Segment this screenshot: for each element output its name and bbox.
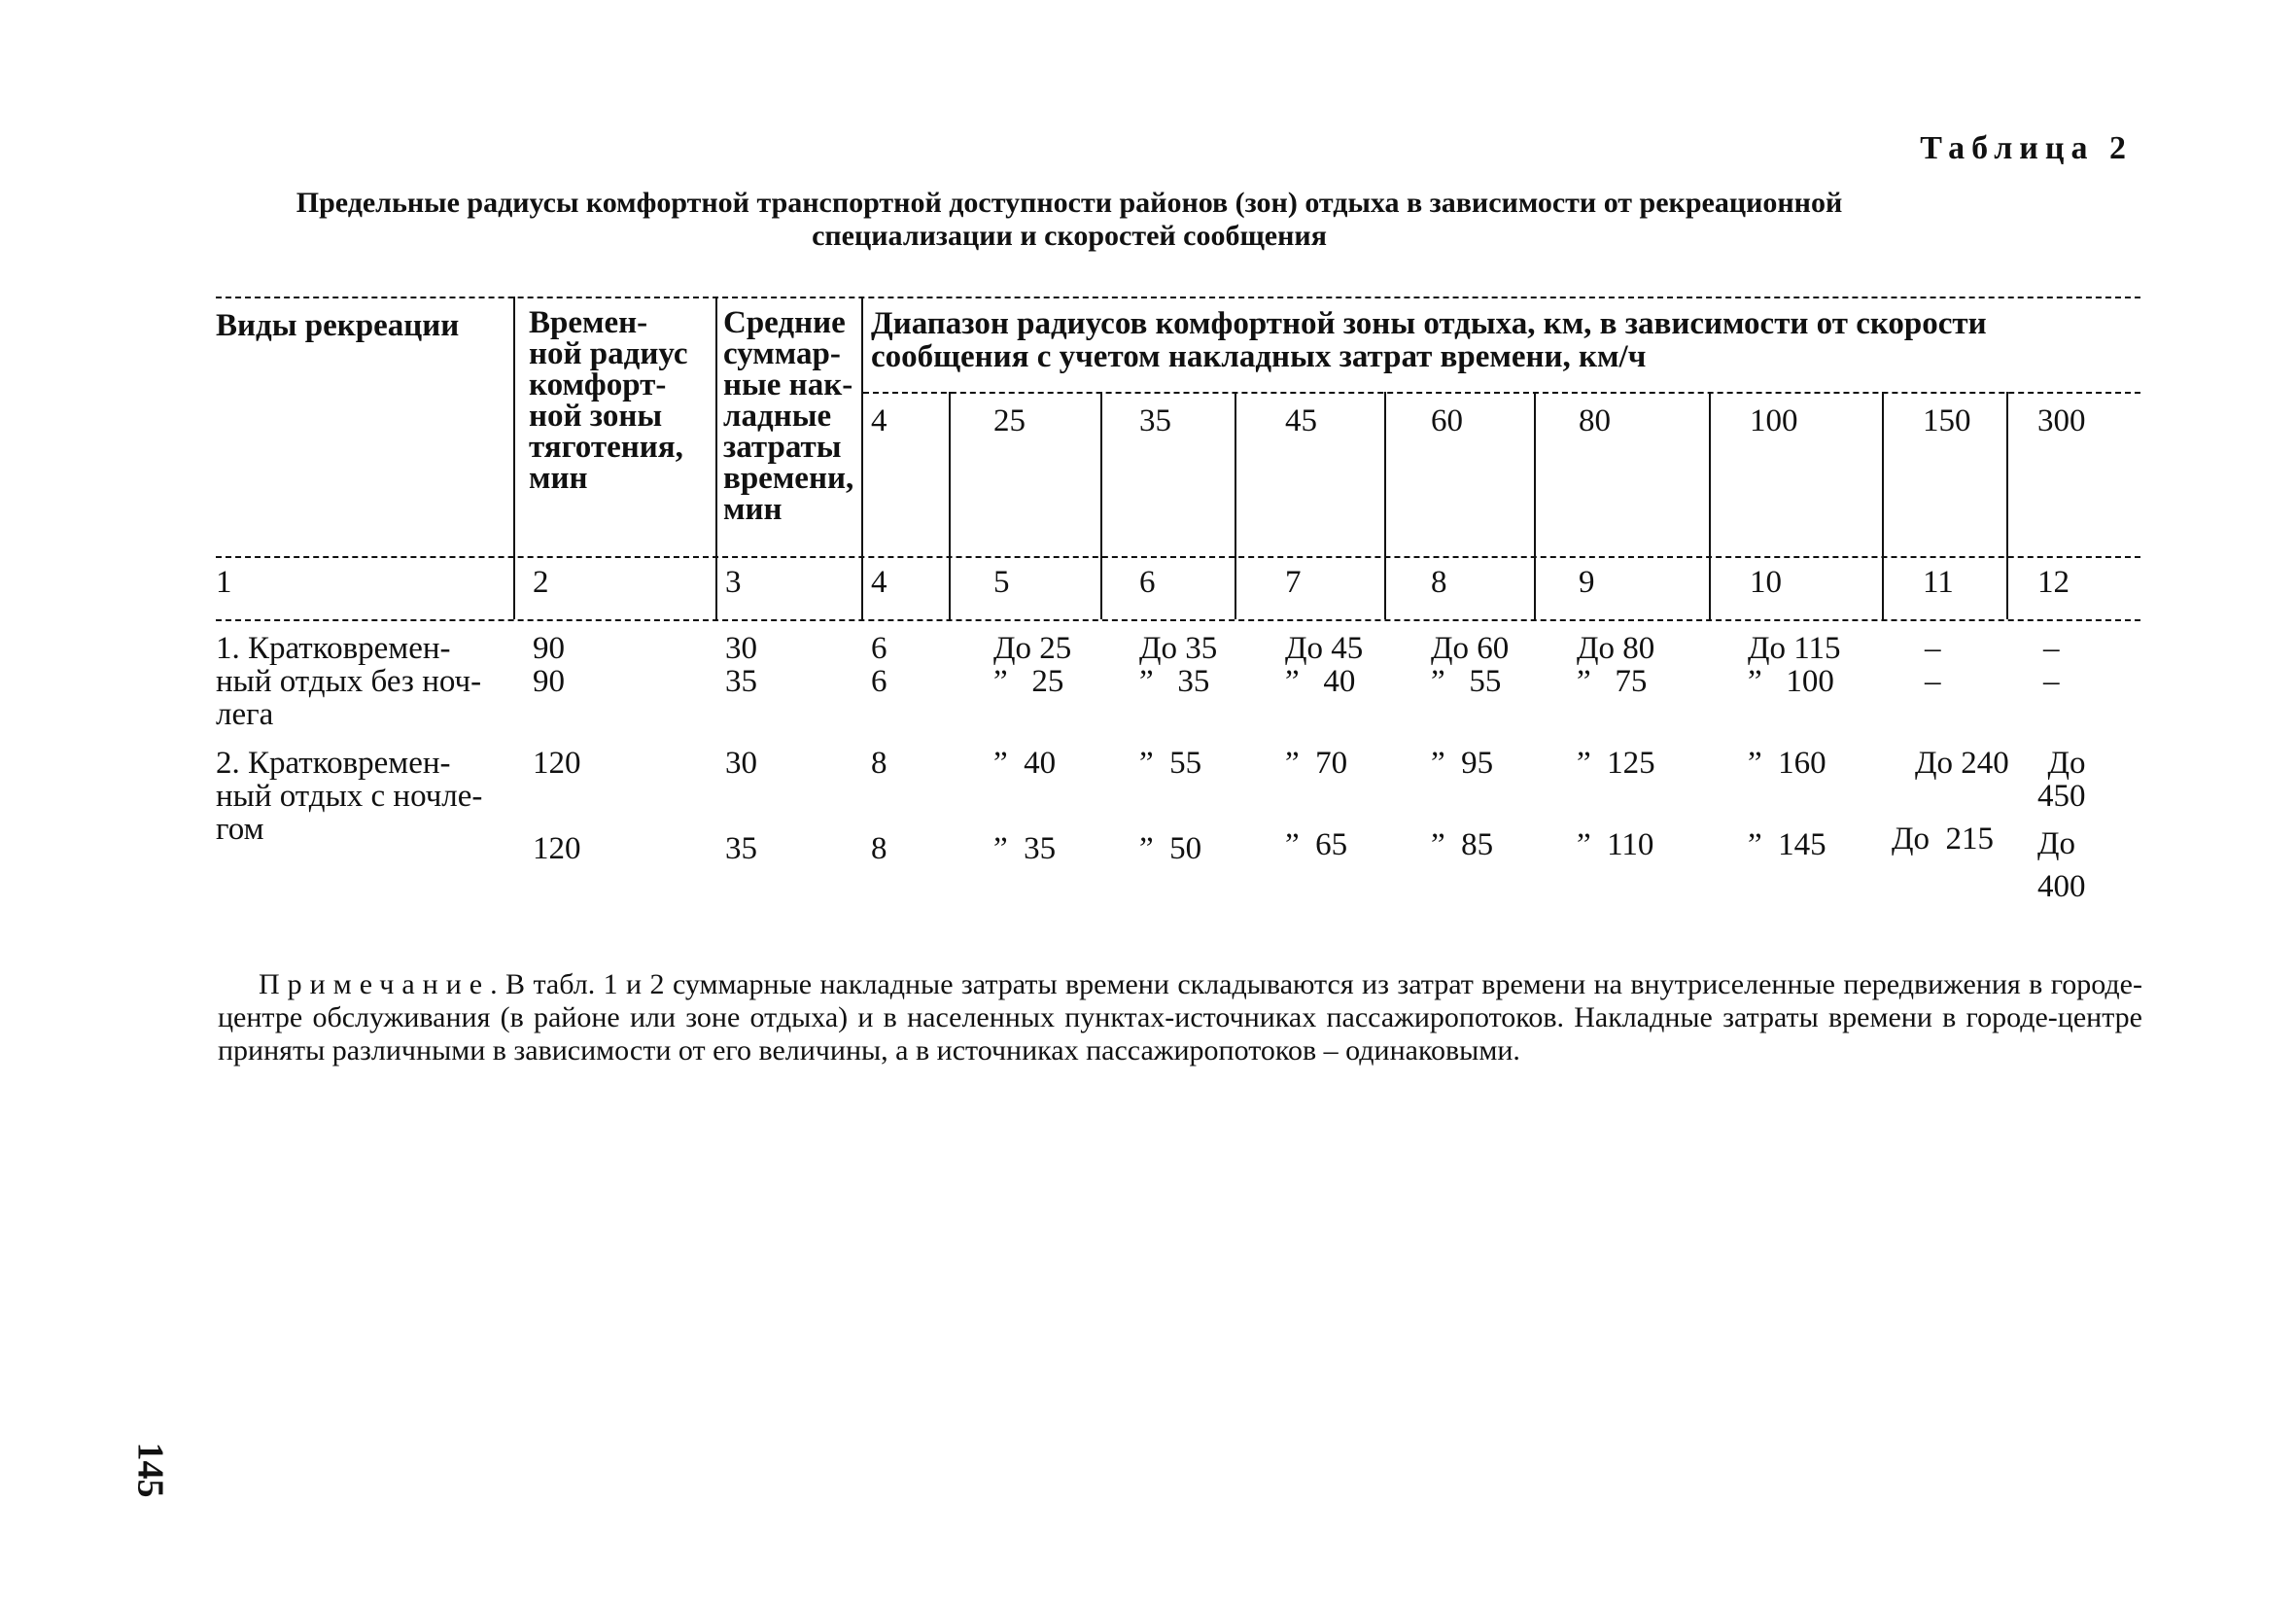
row3-speed-35: ” 50: [1139, 831, 1202, 866]
row3-speed-80: ” 110: [1577, 827, 1654, 862]
table-note: [218, 968, 2142, 1067]
row3-speed-100: ” 145: [1748, 827, 1826, 862]
rule-v-col4: [861, 297, 863, 619]
row3-speed-4: 8: [871, 831, 887, 866]
row1-speed-4: 6 6: [871, 631, 887, 699]
row1-speed-150: – –: [1925, 631, 1941, 699]
row3-speed-45: ” 65: [1285, 827, 1348, 862]
row2-speed-25: ” 40: [993, 746, 1057, 781]
row2-recreation-type: 2. Кратковремен- ный отдых с ночле- гом: [216, 746, 483, 847]
row1-speed-80: До 80 ” 75: [1577, 631, 1655, 699]
note-text: . В табл. 1 и 2 суммарные накладные затраты времени складываются из затрат времени на внутриселенные передвижения в городе-центре обслуживания (в районе или зоне отдыха) и в населенных пунктах-источниках пассажиропотоков. Накладные затраты времени в городе-центре приняты различными в зависимости от его величины, а в источниках пассажиропотоков – одинаковыми.: [218, 968, 2142, 1066]
column-number-11: 11: [1923, 565, 1954, 600]
rule-header-bottom: [216, 556, 2140, 558]
rule-v-col8: [1384, 392, 1386, 619]
header-speed-60: 60: [1431, 403, 1463, 438]
row1-recreation-type: 1. Кратковремен- ный отдых без ноч- лега: [216, 631, 482, 732]
column-number-7: 7: [1285, 565, 1302, 600]
column-number-10: 10: [1750, 565, 1782, 600]
header-speed-300: 300: [2037, 403, 2086, 438]
row1-speed-35: До 35 ” 35: [1139, 631, 1218, 699]
column-number-1: 1: [216, 565, 232, 600]
rule-top: [216, 297, 2140, 298]
row2-speed-45: ” 70: [1285, 746, 1348, 781]
column-number-9: 9: [1579, 565, 1595, 600]
header-radius-range: Диапазон радиусов комфортной зоны отдыха, км, в зависимости от скорости сообщения с учетом накладных затрат времени, км/ч: [871, 306, 1987, 374]
row2-speed-100: ” 160: [1748, 746, 1826, 781]
page-number: 145: [129, 1442, 171, 1498]
rule-v-col9: [1534, 392, 1536, 619]
column-number-8: 8: [1431, 565, 1447, 600]
header-speed-80: 80: [1579, 403, 1611, 438]
row3-speed-150: До 215: [1892, 821, 1995, 856]
header-time-radius: Времен- ной радиус комфорт- ной зоны тяготения, мин: [529, 305, 688, 496]
row2-speed-35: ” 55: [1139, 746, 1202, 781]
row3-speed-25: ” 35: [993, 831, 1057, 866]
note-label: Примечание: [259, 968, 491, 1000]
rule-speed-header: [863, 392, 2140, 394]
row1-time-radius: 90 90: [533, 631, 565, 699]
column-number-3: 3: [725, 565, 742, 600]
rule-column-numbers-bottom: [216, 619, 2140, 621]
column-number-4: 4: [871, 565, 887, 600]
row3-time-radius: 120: [533, 831, 581, 866]
row2-speed-300: До 450: [2037, 746, 2086, 814]
header-speed-25: 25: [993, 403, 1026, 438]
rule-v-col10: [1709, 392, 1711, 619]
rule-v-col5: [949, 392, 951, 619]
column-number-12: 12: [2037, 565, 2070, 600]
table-label: Таблица 2: [1920, 130, 2133, 166]
row1-speed-60: До 60 ” 55: [1431, 631, 1510, 699]
rule-v-col2: [513, 297, 515, 619]
rule-v-col6: [1100, 392, 1102, 619]
rule-v-col11: [1882, 392, 1884, 619]
header-speed-45: 45: [1285, 403, 1317, 438]
row1-speed-300: – –: [2043, 631, 2060, 699]
row2-time-radius: 120: [533, 746, 581, 781]
header-speed-100: 100: [1750, 403, 1798, 438]
row1-speed-25: До 25 ” 25: [993, 631, 1072, 699]
header-speed-4: 4: [871, 403, 887, 438]
row2-speed-80: ” 125: [1577, 746, 1655, 781]
row2-speed-4: 8: [871, 746, 887, 781]
rule-v-col3: [715, 297, 717, 619]
row3-speed-300: До 400: [2037, 826, 2086, 904]
row1-overhead-time: 30 35: [725, 631, 757, 699]
header-overhead-time: Средние суммар- ные нак- ладные затраты времени, мин: [723, 305, 854, 527]
column-number-5: 5: [993, 565, 1010, 600]
header-recreation-type: Виды рекреации: [216, 308, 460, 343]
rule-v-col7: [1235, 392, 1236, 619]
rule-v-col12: [2006, 392, 2008, 619]
row1-speed-45: До 45 ” 40: [1285, 631, 1364, 699]
row2-speed-150: До 240: [1915, 746, 2009, 781]
column-number-2: 2: [533, 565, 549, 600]
row3-overhead-time: 35: [725, 831, 757, 866]
row1-speed-100: До 115 ” 100: [1748, 631, 1841, 699]
column-number-6: 6: [1139, 565, 1156, 600]
row3-speed-60: ” 85: [1431, 827, 1494, 862]
table-title: Предельные радиусы комфортной транспортной доступности районов (зон) отдыха в зависимости от рекреационной специализации и скоростей сообщения: [296, 187, 1843, 252]
header-speed-150: 150: [1923, 403, 1971, 438]
row2-overhead-time: 30: [725, 746, 757, 781]
row2-speed-60: ” 95: [1431, 746, 1494, 781]
header-speed-35: 35: [1139, 403, 1171, 438]
